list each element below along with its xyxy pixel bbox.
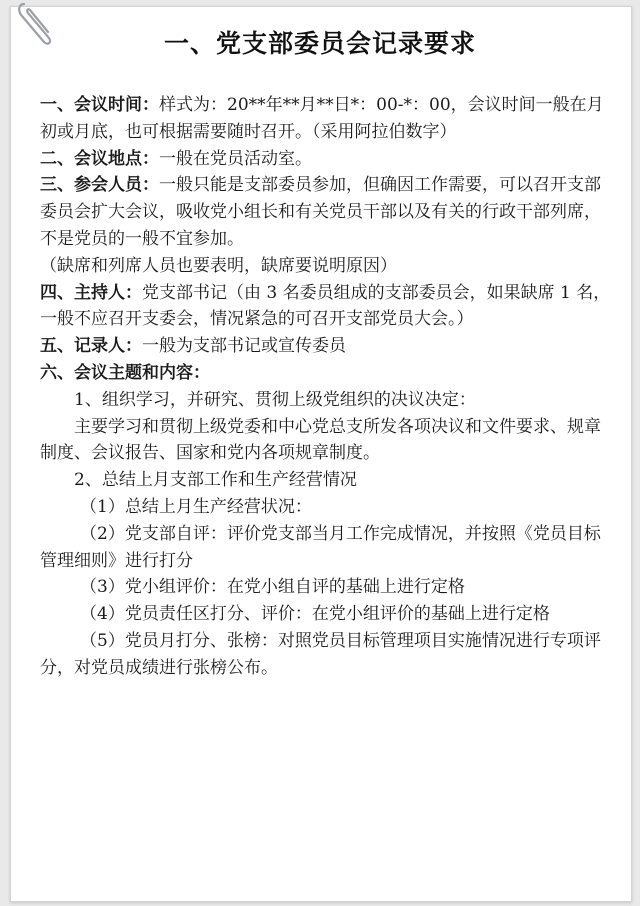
section-time-text: 样式为：20**年**月**日*：00-*：00，会议时间一般在月初或月底，也可根据需要随时召开。（采用阿拉伯数字） (40, 95, 604, 142)
document-body (40, 92, 616, 682)
section-recorder-label: 五、记录人： (40, 336, 142, 357)
section-place-text: 一般在党员活动室。 (159, 148, 312, 169)
content-item-1-detail: 主要学习和贯彻上级党委和中心党总支所发各项决议和文件要求、规章制度、会议报告、国家和党内各项规章制度。 (40, 416, 601, 464)
section-recorder (40, 333, 616, 360)
section-host-label: 四、主持人： (40, 282, 142, 303)
content-item-2: 2、总结上月支部工作和生产经营情况 (74, 470, 357, 491)
content-sub-1: （1）总结上月生产经营状况： (80, 496, 312, 517)
section-time-label: 一、会议时间： (40, 95, 159, 115)
section-host (40, 280, 616, 334)
section-attendees-note: （缺席和列席人员也要表明，缺席要说明原因） (40, 255, 397, 276)
content-item-1: 1、组织学习，并研究、贯彻上级党组织的决议决定： (74, 389, 476, 410)
section-place (40, 146, 616, 173)
section-attendees-label: 三、参会人员： (40, 175, 159, 196)
content-sub-4: （4）党员责任区打分、评价：在党小组评价的基础上进行定格 (80, 604, 550, 625)
section-attendees-text: 一般只能是支部委员参加，但确因工作需要，可以召开支部委员会扩大会议，吸收党小组长和有关党员干部以及有关的行政干部列席，不是党员的一般不宜参加。 (40, 175, 601, 249)
section-time (40, 92, 616, 146)
document-title: 一、党支部委员会记录要求 (163, 29, 476, 58)
section-attendees (40, 172, 616, 252)
content-sub-5: （5）党员月打分、张榜：对照党员目标管理项目实施情况进行专项评分，对党员成绩进行张榜公布。 (40, 630, 601, 678)
section-place-label: 二、会议地点： (40, 148, 159, 169)
content-sub-2: （2）党支部自评：评价党支部当月工作完成情况，并按照《党员目标管理细则》进行打分 (40, 523, 601, 571)
section-recorder-text: 一般为支部书记或宣传委员 (142, 336, 346, 357)
content-sub-3: （3）党小组评价：在党小组自评的基础上进行定格 (80, 577, 465, 598)
section-content-label: 六、会议主题和内容： (40, 362, 210, 383)
section-host-text: 党支部书记（由 3 名委员组成的支部委员会，如果缺席 1 名，一般不应召开支委会，情况紧急的可召开支部党员大会。） (40, 282, 611, 330)
